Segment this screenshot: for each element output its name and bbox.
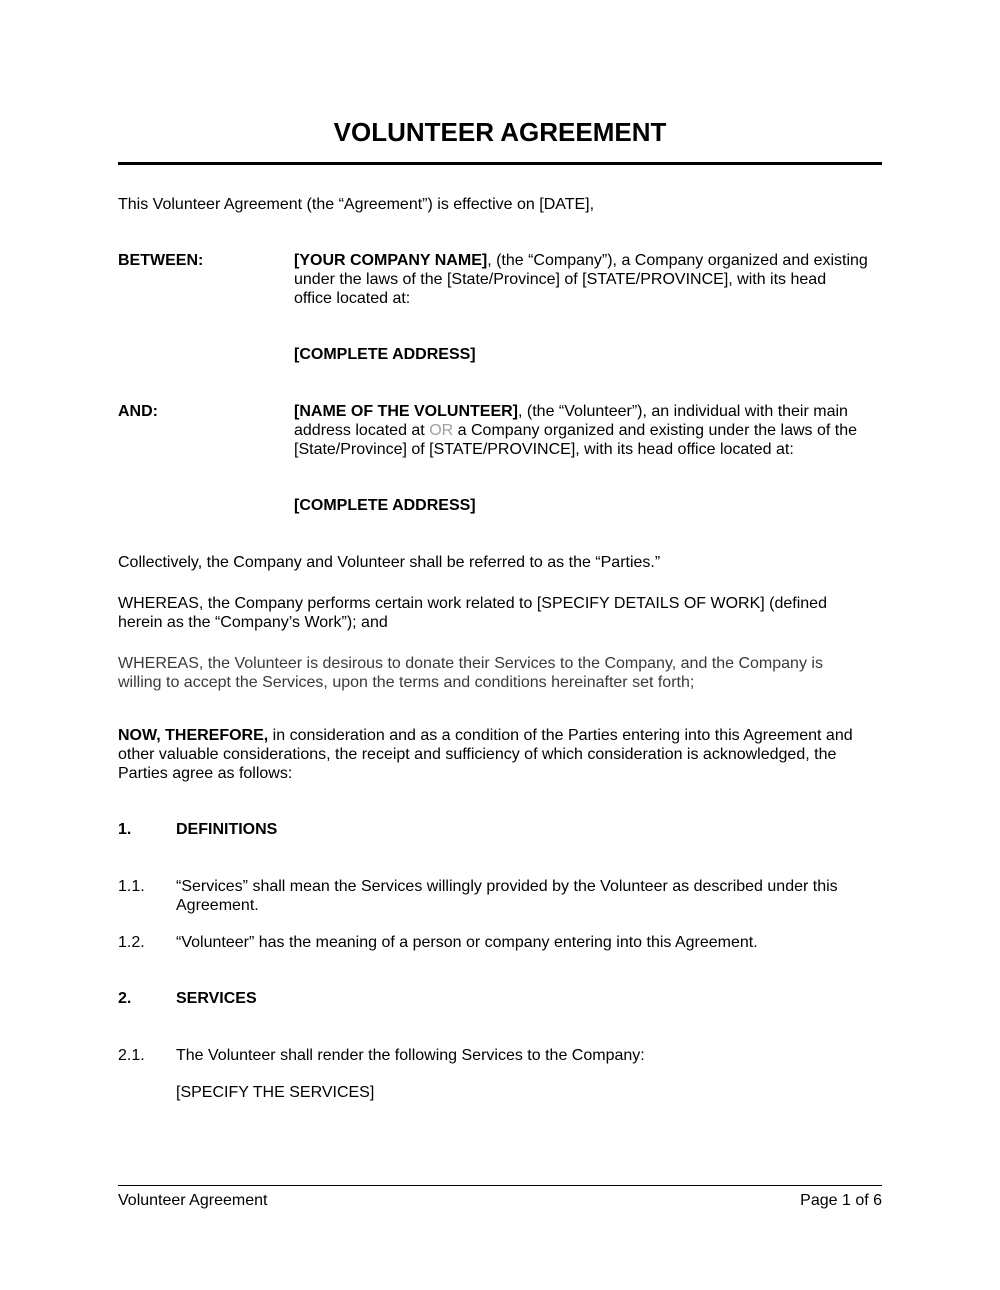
footer-document-name: Volunteer Agreement — [118, 1192, 268, 1209]
clause-1-1-line-1: “Services” shall mean the Services willingly provided by the Volunteer as described under this — [176, 878, 838, 895]
between-line-2: under the laws of the [State/Province] of [STATE/PROVINCE], with its head — [294, 271, 827, 288]
whereas-1-line-2: herein as the “Company’s Work”); and — [118, 614, 388, 631]
whereas-2-line-2: willing to accept the Services, upon the terms and conditions hereinafter set forth; — [118, 674, 695, 691]
whereas-1-line-1: WHEREAS, the Company performs certain work related to [SPECIFY DETAILS OF WORK] (defined — [118, 595, 827, 612]
between-line-1 — [294, 251, 868, 270]
document-title: VOLUNTEER AGREEMENT — [333, 117, 667, 147]
services-placeholder: [SPECIFY THE SERVICES] — [176, 1084, 375, 1101]
footer-divider — [118, 1185, 882, 1186]
between-line-3: office located at: — [294, 290, 411, 307]
intro-text: This Volunteer Agreement (the “Agreement”) is effective on [DATE], — [118, 196, 595, 213]
between-label: BETWEEN: — [118, 252, 204, 269]
now-therefore-bold: NOW, THEREFORE, — [118, 727, 269, 744]
clause-1-2-text: “Volunteer” has the meaning of a person or company entering into this Agreement. — [176, 934, 758, 951]
clause-1-1-line-2: Agreement. — [176, 897, 259, 914]
volunteer-address-placeholder: [COMPLETE ADDRESS] — [294, 497, 476, 514]
section-heading-services: SERVICES — [176, 990, 257, 1007]
and-text: , (the “Volunteer”), an individual with their main — [518, 403, 848, 420]
and-text: address located at — [294, 422, 430, 439]
footer-page-number: Page 1 of 6 — [800, 1192, 882, 1209]
company-name-placeholder: [YOUR COMPANY NAME] — [294, 252, 488, 269]
title-divider — [118, 162, 882, 165]
and-line-3: [State/Province] of [STATE/PROVINCE], with its head office located at: — [294, 441, 794, 458]
company-address-placeholder: [COMPLETE ADDRESS] — [294, 346, 476, 363]
and-line-2 — [294, 421, 857, 440]
section-number: 1. — [118, 821, 132, 838]
now-text: in consideration and as a condition of the Parties entering into this Agreement and — [268, 727, 853, 744]
whereas-2-line-1: WHEREAS, the Volunteer is desirous to donate their Services to the Company, and the Company is — [118, 655, 823, 672]
between-text: , (the “Company”), a Company organized and existing — [487, 252, 868, 269]
collectively-text: Collectively, the Company and Volunteer shall be referred to as the “Parties.” — [118, 554, 661, 571]
now-therefore-line-2: other valuable considerations, the receipt and sufficiency of which consideration is acknowledged, the — [118, 746, 837, 763]
now-therefore-line-1 — [118, 726, 853, 745]
and-text: a Company organized and existing under the laws of the — [453, 422, 858, 439]
now-therefore-line-3: Parties agree as follows: — [118, 765, 293, 782]
clause-number: 1.1. — [118, 878, 145, 895]
section-heading-definitions: DEFINITIONS — [176, 821, 278, 838]
or-option: OR — [429, 422, 454, 439]
and-line-1 — [294, 402, 848, 421]
section-number: 2. — [118, 990, 132, 1007]
volunteer-name-placeholder: [NAME OF THE VOLUNTEER] — [294, 403, 518, 420]
clause-2-1-text: The Volunteer shall render the following Services to the Company: — [176, 1047, 645, 1064]
and-label: AND: — [118, 403, 158, 420]
clause-number: 1.2. — [118, 934, 145, 951]
clause-number: 2.1. — [118, 1047, 145, 1064]
